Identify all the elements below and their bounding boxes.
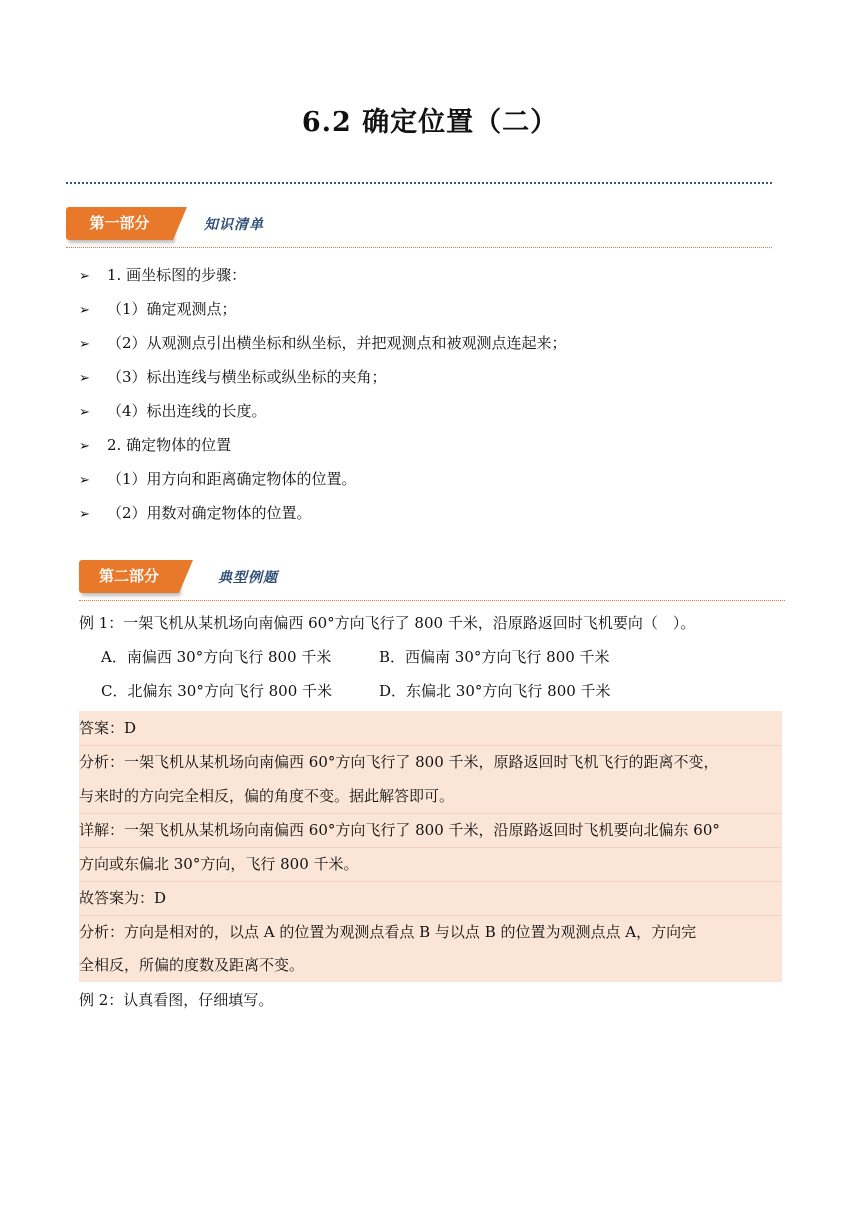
arrow-bullet-icon: ➢ — [79, 337, 90, 352]
section-underline — [66, 247, 772, 248]
analysis-line: 分析：方向是相对的，以点 A 的位置为观测点看点 B 与以点 B 的位置为观测点点 A，方向完 — [79, 923, 697, 941]
arrow-bullet-icon: ➢ — [79, 473, 90, 488]
detail-line: 方向或东偏北 30°方向，飞行 800 千米。 — [79, 847, 782, 882]
section-underline — [79, 600, 785, 601]
arrow-bullet-icon: ➢ — [79, 303, 90, 318]
section-tab-tip — [179, 560, 193, 593]
final-answer-line: 故答案为：D — [79, 881, 782, 916]
arrow-bullet-icon: ➢ — [79, 371, 90, 386]
section-subtitle: 典型例题 — [218, 570, 278, 586]
list-item: ➢ （1）确定观测点； — [79, 292, 779, 326]
option-b: B．西偏南 30°方向飞行 800 千米 — [379, 648, 610, 666]
list-item: ➢ 1. 画坐标图的步骤： — [79, 258, 779, 292]
list-item: ➢ （2）用数对确定物体的位置。 — [79, 496, 779, 530]
knowledge-list — [79, 258, 779, 530]
section-tab-tip — [173, 207, 187, 240]
example1-question: 例 1：一架飞机从某机场向南偏西 60°方向飞行了 800 千米，沿原路返回时飞机要向（ ）。 — [79, 614, 696, 632]
arrow-bullet-icon: ➢ — [79, 269, 90, 284]
analysis-line: 分析：一架飞机从某机场向南偏西 60°方向飞行了 800 千米，原路返回时飞机飞行的距离不变， — [79, 753, 719, 771]
detail-line: 详解：一架飞机从某机场向南偏西 60°方向飞行了 800 千米，沿原路返回时飞机要向北偏东 60° — [79, 813, 782, 848]
section-tab-label: 第二部分 — [79, 560, 179, 593]
analysis-line: 与来时的方向完全相反，偏的角度不变。据此解答即可。 — [79, 779, 782, 814]
section-tab-label: 第一部分 — [66, 207, 173, 240]
arrow-bullet-icon: ➢ — [79, 405, 90, 420]
title-divider — [66, 182, 772, 184]
page-title: 6.2 确定位置（二） — [301, 107, 559, 138]
example2-question: 例 2：认真看图，仔细填写。 — [79, 991, 274, 1009]
section-subtitle: 知识清单 — [204, 217, 264, 233]
list-item: ➢ 2. 确定物体的位置 — [79, 428, 779, 462]
option-d: D．东偏北 30°方向飞行 800 千米 — [379, 682, 611, 700]
option-c: C．北偏东 30°方向飞行 800 千米 — [101, 682, 332, 700]
arrow-bullet-icon: ➢ — [79, 507, 90, 522]
arrow-bullet-icon: ➢ — [79, 439, 90, 454]
list-item: ➢ （1）用方向和距离确定物体的位置。 — [79, 462, 779, 496]
list-item: ➢ （3）标出连线与横坐标或纵坐标的夹角； — [79, 360, 779, 394]
section-header-examples — [79, 560, 785, 604]
list-item: ➢ （2）从观测点引出横坐标和纵坐标，并把观测点和被观测点连起来； — [79, 326, 779, 360]
analysis-line: 全相反，所偏的度数及距离不变。 — [79, 956, 305, 974]
option-a: A．南偏西 30°方向飞行 800 千米 — [101, 648, 332, 666]
list-item: ➢ （4）标出连线的长度。 — [79, 394, 779, 428]
section-header-knowledge — [66, 207, 772, 251]
answer-line: 答案：D — [79, 711, 782, 746]
